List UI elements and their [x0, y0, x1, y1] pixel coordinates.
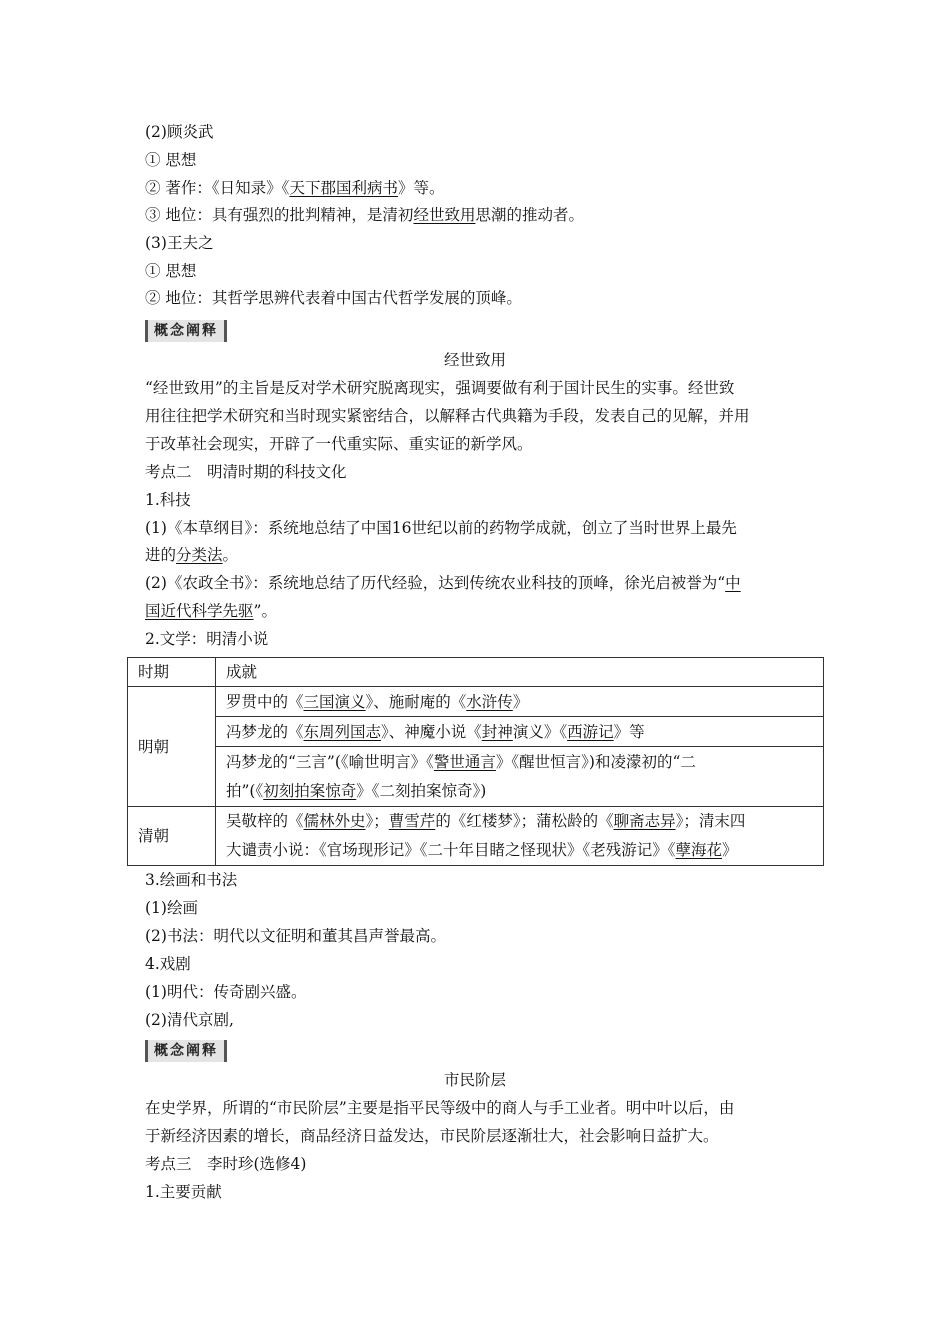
- text-line: (2)书法：明代以文征明和董其昌声誉最高。: [145, 927, 446, 945]
- table-row: [128, 747, 824, 807]
- paragraph-line: 用往往把学术研究和当时现实紧密结合，以解释古代典籍为手段，发表自己的见解，并用: [145, 407, 750, 425]
- text-line: ① 思想: [145, 262, 197, 280]
- text-line: (1)绘画: [145, 899, 198, 917]
- table-header-row: [128, 658, 824, 687]
- text-line: (2)顾炎武: [145, 123, 214, 141]
- concept-title: 经世致用: [443, 351, 506, 369]
- literature-table: [127, 657, 824, 866]
- concept-badge: 概念阐释: [145, 320, 227, 342]
- table-row: [128, 717, 824, 747]
- text-line: ② 地位：其哲学思辨代表着中国古代哲学发展的顶峰。: [145, 289, 522, 307]
- text-line: 国近代科学先驱”。: [145, 602, 277, 620]
- text-line: ② 著作：《日知录》《天下郡国利病书》等。: [145, 179, 445, 197]
- paragraph-line: 于新经济因素的增长，商品经济日益发达，市民阶层逐渐壮大，社会影响日益扩大。: [145, 1127, 719, 1145]
- text-line: (1)明代：传奇剧兴盛。: [145, 983, 307, 1001]
- table-cell: 吴敬梓的《儒林外史》；曹雪芹的《红楼梦》；蒲松龄的《聊斋志异》；清末四 大谴责小说：《官场现形记》《二十年目睹之怪现状》《老残游记》《孽海花》: [216, 807, 824, 866]
- concept-badge: 概念阐释: [145, 1040, 227, 1062]
- table-cell: 罗贯中的《三国演义》、施耐庵的《水浒传》: [216, 687, 824, 717]
- section-heading: 考点三 李时珍(选修4): [145, 1155, 307, 1173]
- text-line: (3)王夫之: [145, 234, 214, 252]
- text-line: ③ 地位：具有强烈的批判精神，是清初经世致用思潮的推动者。: [145, 206, 584, 224]
- table-row: [128, 687, 824, 717]
- text-line: (1)《本草纲目》：系统地总结了中国16世纪以前的药物学成就，创立了当时世界上最先: [145, 519, 737, 537]
- text-line: ① 思想: [145, 151, 197, 169]
- paragraph-line: 在史学界，所谓的“市民阶层”主要是指平民等级中的商人与手工业者。明中叶以后，由: [145, 1099, 735, 1117]
- text-line: 3.绘画和书法: [145, 871, 238, 889]
- paragraph-line: 于改革社会现实，开辟了一代重实际、重实证的新学风。: [145, 435, 533, 453]
- period-cell: 清朝: [128, 807, 216, 866]
- concept-title: 市民阶层: [443, 1071, 506, 1089]
- table-cell: 冯梦龙的《东周列国志》、神魔小说《封神演义》《西游记》等: [216, 717, 824, 747]
- text-line: (2)《农政全书》：系统地总结了历代经验，达到传统农业科技的顶峰，徐光启被誉为“中: [145, 574, 741, 592]
- text-line: 进的分类法。: [145, 546, 239, 564]
- table-cell: 冯梦龙的“三言”(《喻世明言》《警世通言》《醒世恒言》)和凌濛初的“二 拍”(《初刻拍案惊奇》《二刻拍案惊奇》): [216, 747, 824, 807]
- table-header-cell: 成就: [216, 658, 824, 687]
- text-line: 1.科技: [145, 491, 191, 509]
- section-heading: 考点二 明清时期的科技文化: [145, 463, 347, 481]
- table-header-cell: 时期: [128, 658, 216, 687]
- text-line: 2.文学：明清小说: [145, 630, 269, 648]
- text-line: 4.戏剧: [145, 955, 191, 973]
- paragraph-line: “经世致用”的主旨是反对学术研究脱离现实，强调要做有利于国计民生的实事。经世致: [145, 379, 735, 397]
- table-row: [128, 807, 824, 866]
- period-cell: 明朝: [128, 687, 216, 807]
- text-line: 1.主要贡献: [145, 1183, 222, 1201]
- text-line: (2)清代京剧,: [145, 1011, 234, 1029]
